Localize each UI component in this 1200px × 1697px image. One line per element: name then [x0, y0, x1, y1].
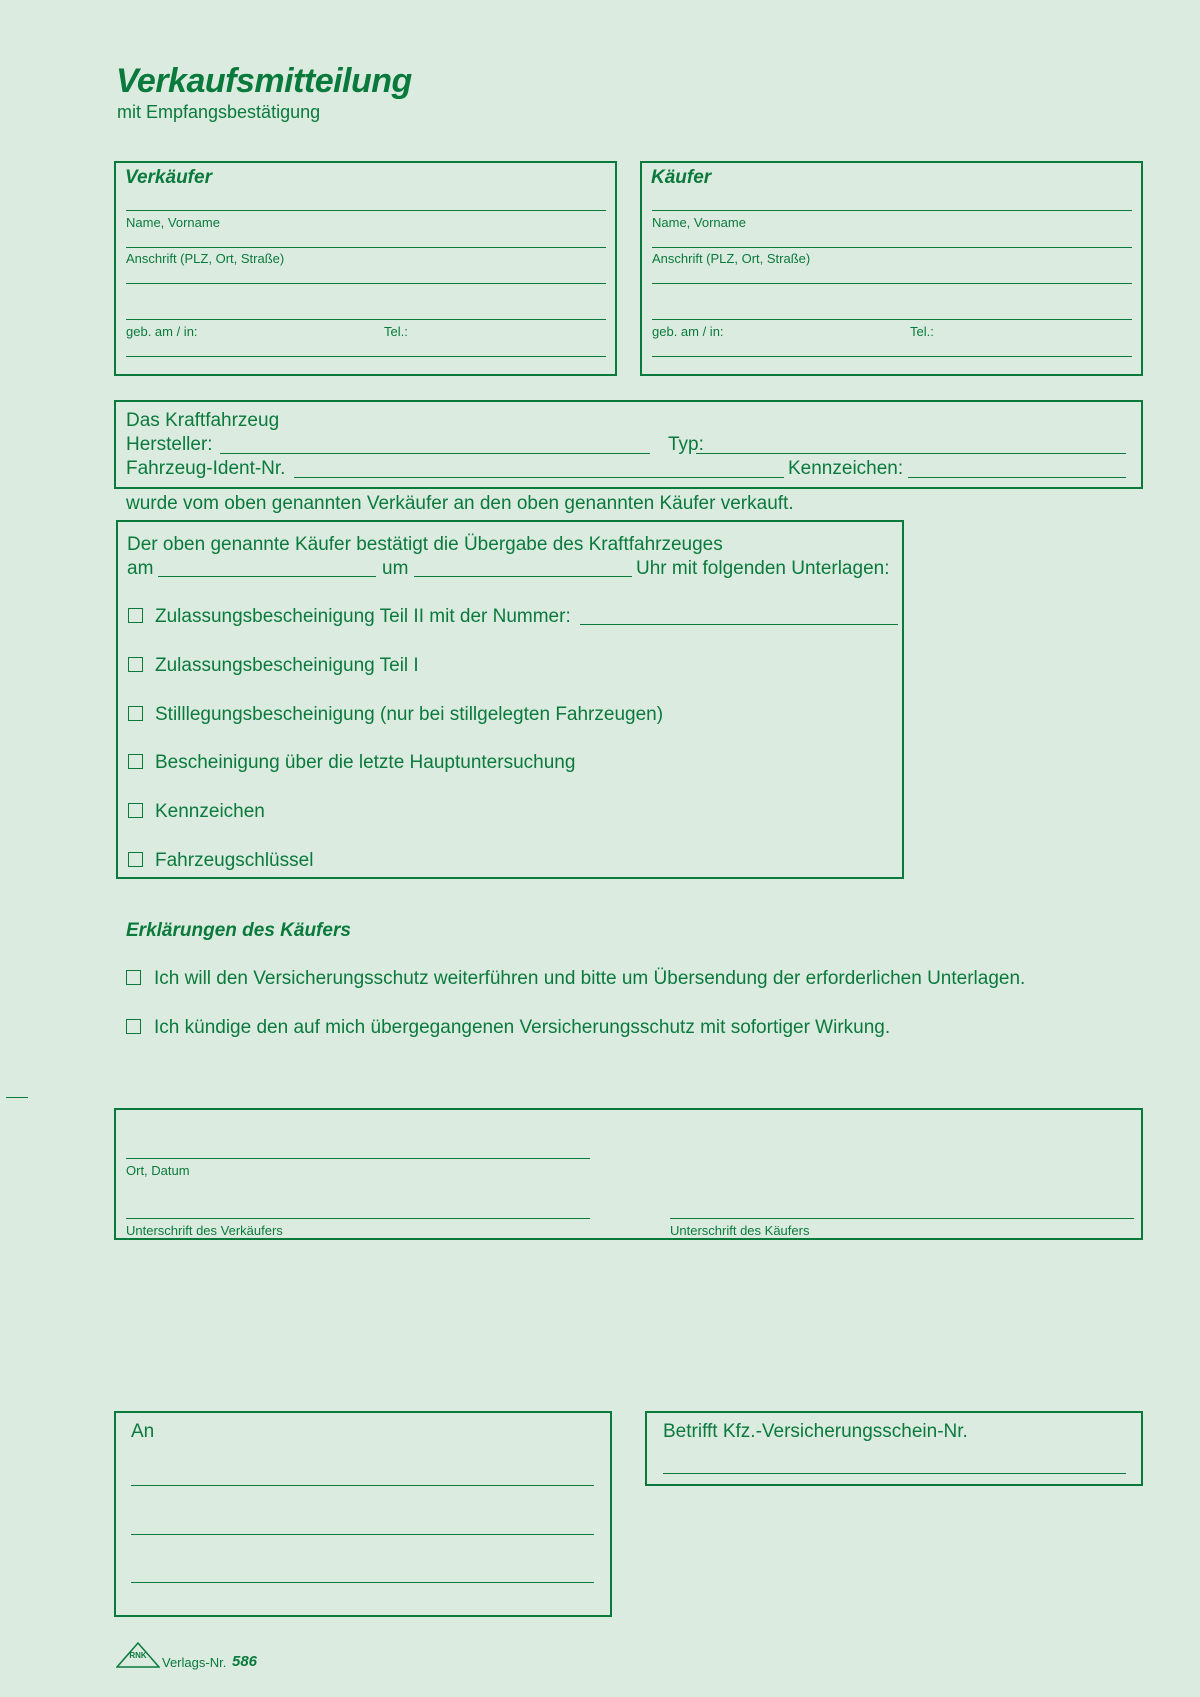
buyer-signature-field[interactable]	[670, 1218, 1134, 1219]
buyer-section	[640, 161, 1143, 376]
logo-letter-r: RNK	[129, 1651, 147, 1660]
handover-time-field[interactable]	[414, 576, 632, 577]
sold-statement: wurde vom oben genannten Verkäufer an den oben genannten Käufer verkauft.	[126, 493, 794, 514]
plate-field[interactable]	[908, 477, 1126, 478]
place-date-field[interactable]	[126, 1158, 590, 1159]
seller-address-line-3[interactable]	[126, 319, 606, 320]
declarations-heading: Erklärungen des Käufers	[126, 920, 351, 941]
seller-address-line-1[interactable]	[126, 247, 606, 248]
document-checkbox-1[interactable]	[128, 608, 143, 623]
recipient-line-3[interactable]	[131, 1582, 594, 1583]
document-label-3: Stilllegungsbescheinigung (nur bei stillgelegten Fahrzeugen)	[155, 704, 664, 725]
publisher-number: 586	[232, 1653, 258, 1670]
recipient-address-section	[114, 1411, 612, 1617]
handover-statement: Der oben genannte Käufer bestätigt die Übergabe des Kraftfahrzeuges	[127, 534, 723, 555]
document-label-4: Bescheinigung über die letzte Hauptuntersuchung	[155, 752, 576, 773]
handover-uhr-label: Uhr mit folgenden Unterlagen:	[636, 558, 890, 579]
page-subtitle: mit Empfangsbestätigung	[117, 102, 321, 122]
buyer-address-line-1[interactable]	[652, 247, 1132, 248]
vin-field[interactable]	[294, 477, 784, 478]
declaration-checkbox-2[interactable]	[126, 1019, 141, 1034]
buyer-address-line-2[interactable]	[652, 283, 1132, 284]
seller-phone-label: Tel.:	[384, 324, 408, 339]
document-checkbox-2[interactable]	[128, 657, 143, 672]
buyer-signature-label: Unterschrift des Käufers	[670, 1223, 810, 1238]
declaration-label-2: Ich kündige den auf mich übergegangenen Versicherungsschutz mit sofortiger Wirkung.	[154, 1017, 891, 1038]
type-label: Typ:	[668, 434, 704, 455]
document-label-6: Fahrzeugschlüssel	[155, 850, 314, 871]
document-label-1: Zulassungsbescheinigung Teil II mit der Nummer:	[155, 606, 571, 627]
document-checkbox-5[interactable]	[128, 803, 143, 818]
document-checkbox-3[interactable]	[128, 706, 143, 721]
buyer-phone-label: Tel.:	[910, 324, 934, 339]
buyer-heading: Käufer	[651, 167, 712, 188]
registration-number-field[interactable]	[580, 624, 898, 625]
seller-signature-label: Unterschrift des Verkäufers	[126, 1223, 283, 1238]
buyer-address-label: Anschrift (PLZ, Ort, Straße)	[652, 251, 811, 266]
buyer-birth-phone-line[interactable]	[652, 356, 1132, 357]
plate-label: Kennzeichen:	[788, 458, 904, 479]
seller-birth-phone-line[interactable]	[126, 356, 606, 357]
publisher-label: Verlags-Nr.	[162, 1655, 227, 1670]
recipient-line-1[interactable]	[131, 1485, 594, 1486]
page-title: Verkaufsmitteilung	[116, 62, 412, 100]
recipient-label: An	[131, 1421, 155, 1442]
buyer-name-line[interactable]	[652, 210, 1132, 211]
seller-heading: Verkäufer	[125, 167, 212, 188]
buyer-birth-label: geb. am / in:	[652, 324, 724, 339]
seller-name-label: Name, Vorname	[126, 215, 220, 230]
handover-section	[116, 520, 904, 879]
handover-time-label: um	[382, 558, 409, 579]
rnk-logo	[116, 1642, 160, 1668]
manufacturer-label: Hersteller:	[126, 434, 213, 455]
vehicle-section	[114, 400, 1143, 489]
fold-mark	[6, 1097, 28, 1098]
type-field[interactable]	[696, 453, 1126, 454]
seller-section	[114, 161, 617, 376]
vin-label: Fahrzeug-Ident-Nr.	[126, 458, 286, 479]
vehicle-heading: Das Kraftfahrzeug	[126, 410, 280, 431]
place-date-label: Ort, Datum	[126, 1163, 190, 1178]
handover-date-label: am	[127, 558, 154, 579]
document-checkbox-4[interactable]	[128, 754, 143, 769]
buyer-name-label: Name, Vorname	[652, 215, 746, 230]
seller-birth-label: geb. am / in:	[126, 324, 198, 339]
seller-name-line[interactable]	[126, 210, 606, 211]
seller-signature-field[interactable]	[126, 1218, 590, 1219]
seller-address-label: Anschrift (PLZ, Ort, Straße)	[126, 251, 285, 266]
document-checkbox-6[interactable]	[128, 852, 143, 867]
manufacturer-field[interactable]	[220, 453, 650, 454]
handover-date-field[interactable]	[158, 576, 376, 577]
seller-address-line-2[interactable]	[126, 283, 606, 284]
reference-label: Betrifft Kfz.-Versicherungsschein-Nr.	[663, 1421, 968, 1442]
declaration-checkbox-1[interactable]	[126, 970, 141, 985]
recipient-line-2[interactable]	[131, 1534, 594, 1535]
signature-section	[114, 1108, 1143, 1240]
buyer-address-line-3[interactable]	[652, 319, 1132, 320]
reference-section	[645, 1411, 1143, 1486]
policy-number-field[interactable]	[663, 1473, 1126, 1474]
declaration-label-1: Ich will den Versicherungsschutz weiterführen und bitte um Übersendung der erforderlichen Unterlagen.	[154, 968, 1026, 989]
document-label-5: Kennzeichen	[155, 801, 265, 822]
document-label-2: Zulassungsbescheinigung Teil I	[155, 655, 419, 676]
